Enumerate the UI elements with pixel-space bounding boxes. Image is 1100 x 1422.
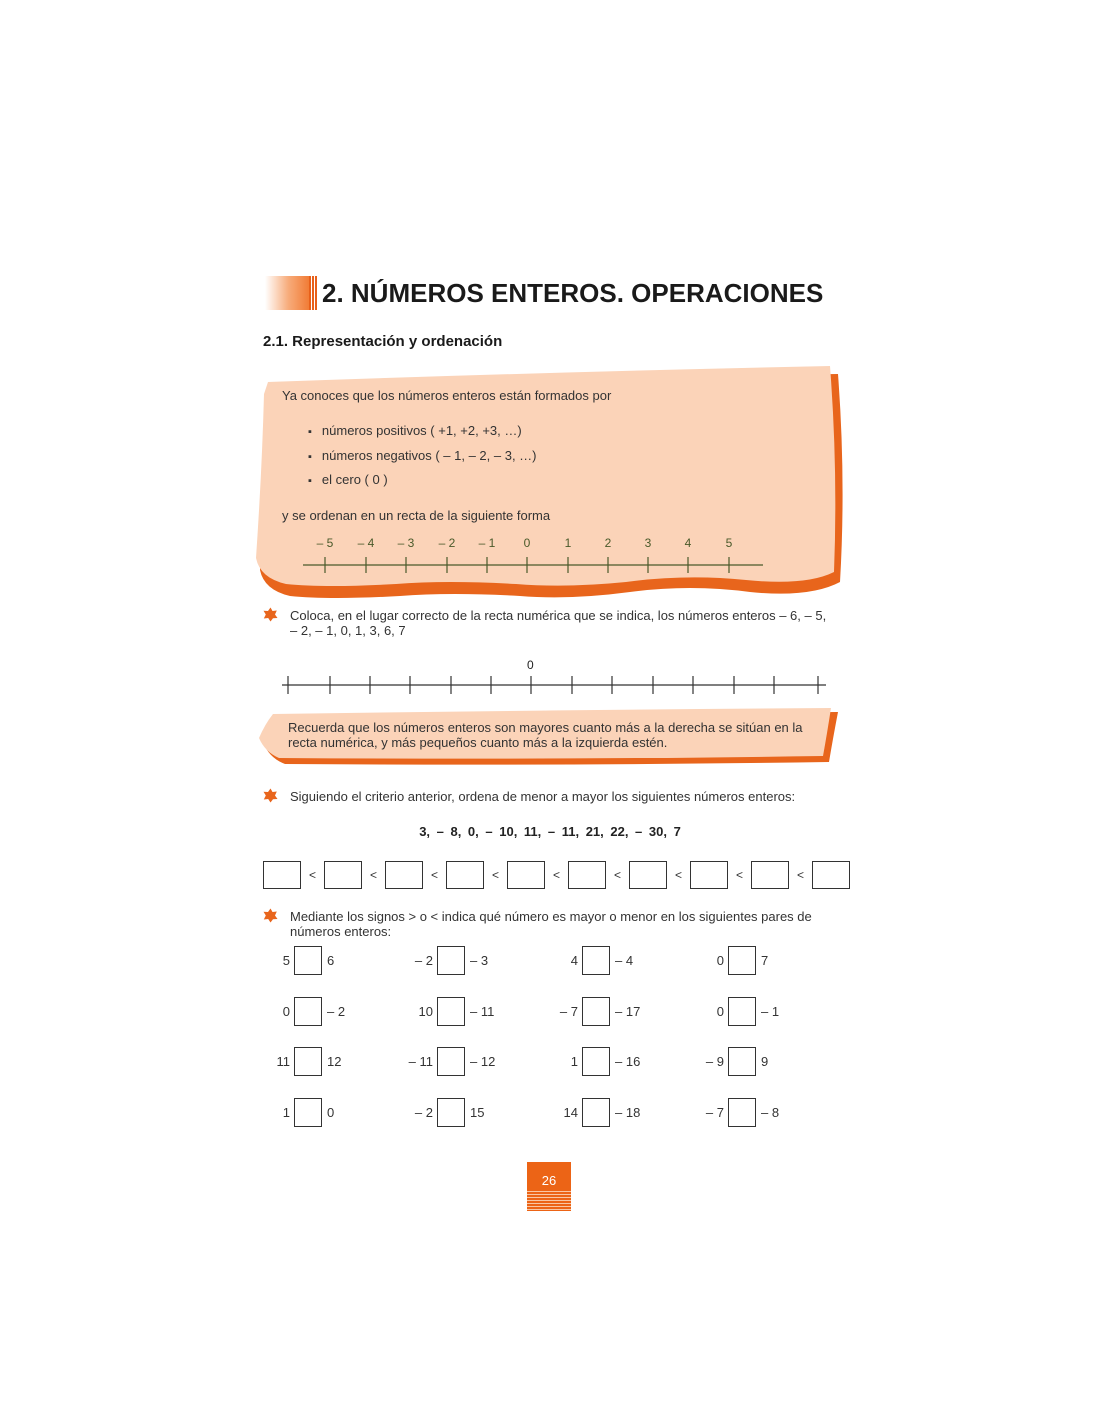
comparison-pair: [264, 1047, 341, 1076]
comparison-pair: [407, 946, 488, 975]
comparison-pair: [698, 1047, 768, 1076]
sign-box[interactable]: [582, 997, 610, 1026]
nl-label: 2: [604, 536, 612, 550]
comparison-pair: [264, 997, 345, 1026]
comparison-pair: [552, 946, 633, 975]
title-decoration-stripes: [309, 276, 317, 310]
reminder-line1: Recuerda que los números enteros son mayores cuanto más a la derecha se sitúan en la: [288, 720, 803, 735]
sign-box[interactable]: [582, 1098, 610, 1127]
example-number-line: [300, 554, 770, 578]
exercise3-text-line1: Mediante los signos > o < indica qué número es mayor o menor en los siguientes pares de: [290, 909, 812, 924]
zero-label: 0: [527, 658, 534, 672]
sign-box[interactable]: [728, 946, 756, 975]
pair-left-value: 0: [716, 1004, 724, 1019]
pair-right-value: – 4: [615, 953, 634, 968]
comparison-pair: [407, 1047, 495, 1076]
sign-box[interactable]: [582, 1047, 610, 1076]
reminder-line2: recta numérica, y más pequeños cuanto más a la izquierda estén.: [288, 735, 668, 750]
nl-label: – 3: [397, 536, 415, 550]
pair-left-value: 1: [282, 1105, 290, 1120]
less-than-sign: <: [491, 868, 499, 882]
comparison-pair: [698, 1098, 779, 1127]
nl-label: – 2: [438, 536, 456, 550]
exercise1-text-line2: – 2, – 1, 0, 1, 3, 6, 7: [290, 623, 406, 638]
sign-box[interactable]: [294, 946, 322, 975]
pair-right-value: – 2: [327, 1004, 346, 1019]
pair-left-value: – 7: [559, 1004, 578, 1019]
exercise-number-line[interactable]: [280, 674, 830, 696]
less-than-sign: <: [552, 868, 560, 882]
pair-right-value: 9: [761, 1054, 769, 1069]
exercise3-text-line2: números enteros:: [290, 924, 392, 939]
exercise-bullet-icon: [263, 908, 278, 923]
sign-box[interactable]: [728, 1098, 756, 1127]
comparison-pair: [264, 946, 334, 975]
less-than-sign: <: [369, 868, 377, 882]
comparison-pair: [407, 997, 494, 1026]
pair-left-value: – 9: [705, 1054, 724, 1069]
section-subtitle: 2.1. Representación y ordenación: [263, 333, 503, 350]
nl-label: 0: [523, 536, 531, 550]
exercise-bullet-icon: [263, 607, 278, 622]
nl-label: – 5: [316, 536, 334, 550]
list-item-zero: ▪ el cero ( 0 ): [308, 472, 537, 497]
pair-right-value: 7: [761, 953, 769, 968]
less-than-sign: <: [674, 868, 682, 882]
pair-left-value: 5: [282, 953, 290, 968]
sign-box[interactable]: [294, 1098, 322, 1127]
pair-left-value: – 11: [408, 1054, 433, 1069]
answer-box[interactable]: [568, 861, 606, 889]
comparison-pair: [552, 997, 640, 1026]
less-than-sign: <: [308, 868, 316, 882]
number-types-list: [308, 423, 537, 497]
pair-right-value: 12: [327, 1054, 342, 1069]
sign-box[interactable]: [294, 997, 322, 1026]
pair-right-value: 0: [327, 1105, 335, 1120]
pair-right-value: – 8: [761, 1105, 780, 1120]
sign-box[interactable]: [294, 1047, 322, 1076]
answer-box[interactable]: [629, 861, 667, 889]
pair-left-value: 0: [716, 953, 724, 968]
answer-box[interactable]: [446, 861, 484, 889]
comparison-pair: [552, 1047, 640, 1076]
answer-box[interactable]: [751, 861, 789, 889]
answer-box[interactable]: [812, 861, 850, 889]
numbers-to-order: 3, – 8, 0, – 10, 11, – 11, 21, 22, – 30, 7: [419, 824, 681, 839]
pair-left-value: – 2: [414, 1105, 433, 1120]
pair-left-value: – 7: [705, 1105, 724, 1120]
comparison-pair: [264, 1098, 334, 1127]
pair-right-value: – 1: [761, 1004, 780, 1019]
page-number-stripes: [527, 1189, 571, 1211]
pair-right-value: – 16: [615, 1054, 641, 1069]
exercise1-text-line1: Coloca, en el lugar correcto de la recta numérica que se indica, los números enteros – 6, – 5,: [290, 608, 827, 623]
sign-box[interactable]: [437, 946, 465, 975]
ordering-row: [263, 861, 850, 889]
nl-label: 5: [725, 536, 733, 550]
sign-box[interactable]: [728, 997, 756, 1026]
pair-right-value: – 11: [470, 1004, 495, 1019]
answer-box[interactable]: [690, 861, 728, 889]
list-item-positive: ▪ números positivos ( +1, +2, +3, …): [308, 423, 537, 448]
answer-box[interactable]: [507, 861, 545, 889]
answer-box[interactable]: [385, 861, 423, 889]
comparison-pair: [698, 997, 779, 1026]
comparison-pair: [698, 946, 768, 975]
pair-right-value: – 17: [615, 1004, 641, 1019]
answer-box[interactable]: [324, 861, 362, 889]
sign-box[interactable]: [582, 946, 610, 975]
nl-label: 3: [644, 536, 652, 550]
nl-label: – 1: [478, 536, 496, 550]
comparison-pair: [407, 1098, 484, 1127]
pair-left-value: 10: [418, 1004, 433, 1019]
pair-right-value: – 18: [615, 1105, 641, 1120]
sign-box[interactable]: [728, 1047, 756, 1076]
sign-box[interactable]: [437, 1098, 465, 1127]
pair-left-value: 11: [276, 1054, 290, 1069]
less-than-sign: <: [735, 868, 743, 882]
pair-left-value: 1: [570, 1054, 578, 1069]
intro-text: Ya conoces que los números enteros están formados por: [282, 388, 612, 403]
sign-box[interactable]: [437, 1047, 465, 1076]
nl-label: – 4: [357, 536, 375, 550]
nl-label: 1: [564, 536, 572, 550]
less-than-sign: <: [613, 868, 621, 882]
example-number-line-labels: [0, 536, 1100, 552]
page-number: 26: [541, 1173, 557, 1188]
pair-left-value: – 2: [414, 953, 433, 968]
sign-box[interactable]: [437, 997, 465, 1026]
nl-label: 4: [684, 536, 692, 550]
less-than-sign: <: [430, 868, 438, 882]
outro-text: y se ordenan en un recta de la siguiente forma: [282, 508, 551, 523]
list-item-negative: ▪ números negativos ( – 1, – 2, – 3, …): [308, 448, 537, 473]
pair-right-value: 15: [470, 1105, 485, 1120]
pair-right-value: – 3: [470, 953, 489, 968]
pair-left-value: 0: [282, 1004, 290, 1019]
pair-left-value: 4: [570, 953, 578, 968]
pair-right-value: 6: [327, 953, 335, 968]
comparison-pair: [552, 1098, 640, 1127]
pair-left-value: 14: [563, 1105, 578, 1120]
answer-box[interactable]: [263, 861, 301, 889]
exercise2-text: Siguiendo el criterio anterior, ordena de menor a mayor los siguientes números enteros:: [290, 789, 796, 804]
less-than-sign: <: [796, 868, 804, 882]
pair-right-value: – 12: [470, 1054, 496, 1069]
exercise-bullet-icon: [263, 788, 278, 803]
page-title: 2. NÚMEROS ENTEROS. OPERACIONES: [322, 278, 824, 308]
